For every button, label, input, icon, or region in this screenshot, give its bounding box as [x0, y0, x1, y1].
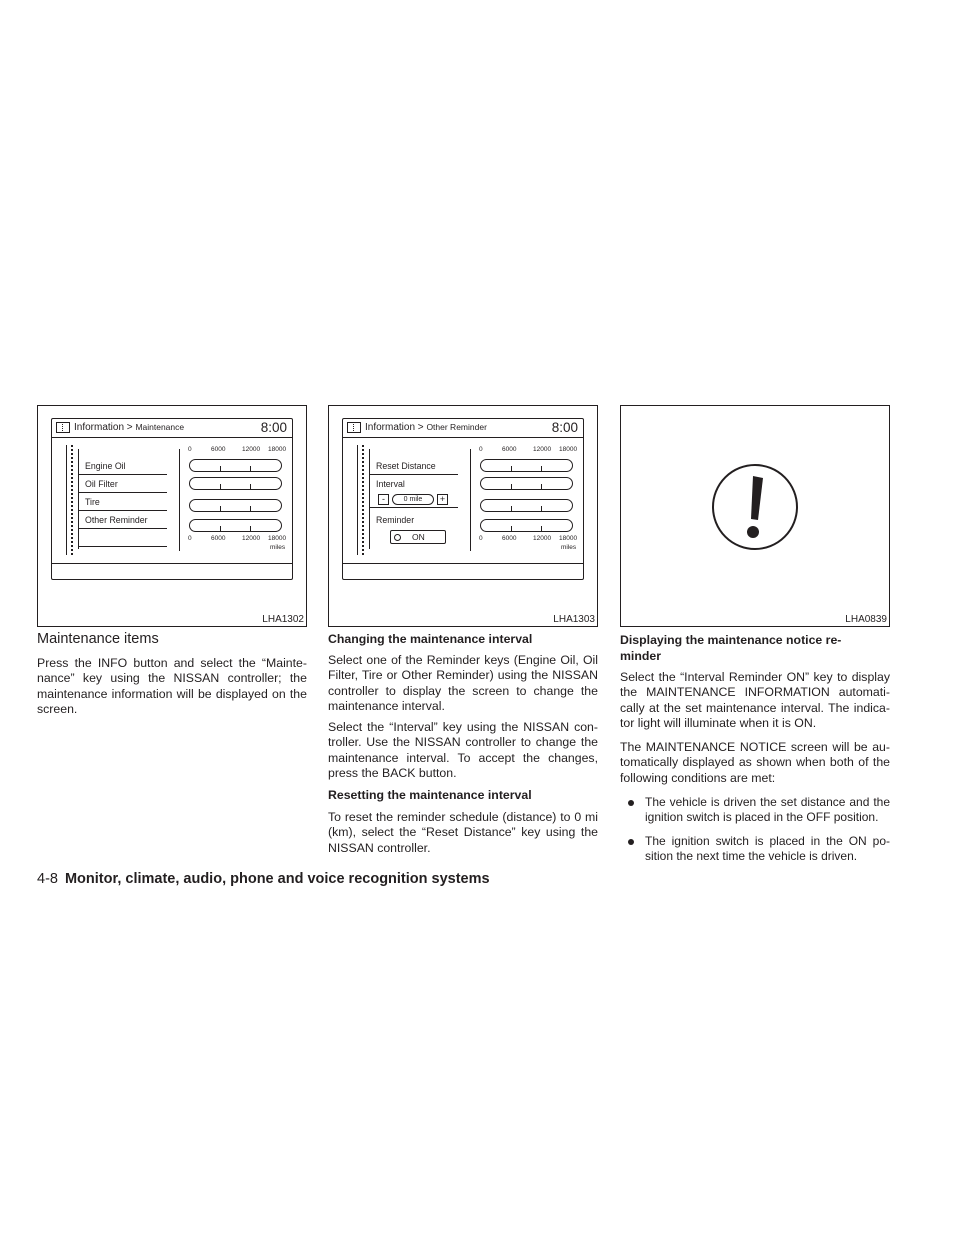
maintenance-items-paragraph: Press the INFO button and select the “Mainte-nance” key using the NISSAN controller; the maintenance information will be displayed on the screen. [37, 656, 307, 716]
scale-top-18000: 18000 [268, 446, 287, 453]
scale-top-18000: 18000 [559, 446, 578, 453]
scale-bottom-18000: 18000 [268, 535, 287, 542]
menu-item-empty [79, 530, 167, 547]
changing-interval-paragraph-1: Select one of the Reminder keys (Engine Oil, Oil Filter, Tire or Other Reminder) using the NISSAN controller to display the screen to change the maintenance interval. [328, 653, 598, 713]
reminder-menu [369, 449, 458, 549]
screen-header [52, 419, 292, 438]
condition-bullet-1 [620, 795, 890, 826]
menu-item-reminder[interactable]: Reminder [376, 515, 415, 525]
menu-divider [470, 449, 472, 551]
bullet-icon [628, 839, 634, 845]
figure-code: LHA1302 [262, 614, 304, 625]
increase-button[interactable]: + [437, 494, 448, 505]
figure-code: LHA0839 [845, 614, 887, 625]
progress-bar-engine-oil [189, 459, 282, 472]
page-number: 4-8 [37, 871, 58, 887]
changing-interval-heading: Changing the maintenance interval [328, 632, 533, 646]
exclamation-icon [711, 463, 799, 551]
scale-top-6000: 6000 [211, 446, 226, 453]
scale-top-0: 0 [188, 446, 192, 453]
clock: 8:00 [551, 420, 578, 435]
scroll-dots [71, 445, 74, 555]
menu-item-engine-oil[interactable]: Engine Oil [79, 458, 167, 475]
scroll-track [357, 445, 359, 555]
bullet-text: The ignition switch is placed in the ON po-sition the next time the vehicle is driven. [645, 834, 890, 864]
screen-footer [52, 563, 292, 579]
bullet-icon [628, 800, 634, 806]
progress-bar-other [189, 519, 282, 532]
menu-item-interval[interactable]: Interval [376, 479, 405, 489]
menu-divider [179, 449, 181, 551]
reminder-value: ON [412, 532, 425, 542]
screen-footer [343, 563, 583, 579]
scale-bottom-12000: 12000 [533, 535, 552, 542]
scroll-dots [362, 445, 365, 555]
resetting-interval-paragraph: To reset the reminder schedule (distance) to 0 mi (km), select the “Reset Distance” key using the NISSAN controller. [328, 810, 598, 855]
decrease-button[interactable]: - [378, 494, 389, 505]
screen-header [343, 419, 583, 438]
notice-reminder-paragraph-2: The MAINTENANCE NOTICE screen will be au-tomatically displayed as shown when both of the following conditions are met: [620, 740, 890, 785]
reminder-toggle[interactable] [390, 530, 446, 544]
progress-bar-oil-filter [189, 477, 282, 490]
figure-maintenance-screen [37, 405, 307, 627]
scale-top-12000: 12000 [533, 446, 552, 453]
page-footer [37, 871, 490, 887]
progress-bar-tire [189, 499, 282, 512]
reminder-menu [78, 449, 167, 549]
scale-bottom-6000: 6000 [502, 535, 517, 542]
header-title: Information > Other Reminder [365, 422, 487, 433]
scale-bottom-18000: 18000 [559, 535, 578, 542]
notice-reminder-paragraph-1: Select the “Interval Reminder ON” key to display the MAINTENANCE INFORMATION automati-cally at the set maintenance interval. The indica-tor light will illuminate when it is ON. [620, 670, 890, 730]
toggle-indicator-icon [394, 534, 401, 541]
resetting-interval-heading: Resetting the maintenance interval [328, 788, 532, 802]
scale-bottom-0: 0 [188, 535, 192, 542]
scale-top-0: 0 [479, 446, 483, 453]
scroll-track [66, 445, 68, 555]
changing-interval-paragraph-2: Select the “Interval” key using the NISSAN con-troller. Use the NISSAN controller to change the maintenance interval. To accept the changes, press the BACK button. [328, 720, 598, 780]
menu-item-tire[interactable]: Tire [79, 494, 167, 511]
progress-bar-1 [480, 459, 573, 472]
clock: 8:00 [260, 420, 287, 435]
interval-value: 0 mile [392, 494, 434, 505]
unit-label: miles [270, 544, 286, 551]
menu-item-reset-distance[interactable]: Reset Distance [370, 458, 458, 475]
progress-bar-2 [480, 477, 573, 490]
scale-top-6000: 6000 [502, 446, 517, 453]
display-screen [342, 418, 584, 580]
scale-top-12000: 12000 [242, 446, 261, 453]
section-title: Monitor, climate, audio, phone and voice recognition systems [64, 871, 490, 887]
scale-bottom-0: 0 [479, 535, 483, 542]
menu-divider-line [370, 490, 458, 508]
display-screen [51, 418, 293, 580]
menu-item-oil-filter[interactable]: Oil Filter [79, 476, 167, 493]
bullet-text: The vehicle is driven the set distance and the ignition switch is placed in the OFF position. [645, 795, 890, 825]
menu-item-other-reminder[interactable]: Other Reminder [79, 512, 167, 529]
condition-bullet-2 [620, 834, 890, 865]
scale-bottom-6000: 6000 [211, 535, 226, 542]
info-icon [347, 422, 361, 433]
figure-warning-symbol [620, 405, 890, 627]
progress-bar-3 [480, 499, 573, 512]
unit-label: miles [561, 544, 577, 551]
figure-code: LHA1303 [553, 614, 595, 625]
maintenance-items-heading: Maintenance items [37, 631, 159, 647]
info-icon [56, 422, 70, 433]
figure-other-reminder-screen [328, 405, 598, 627]
header-title: Information > Maintenance [74, 422, 185, 433]
notice-reminder-heading: Displaying the maintenance notice re-minder [620, 633, 842, 663]
scale-bottom-12000: 12000 [242, 535, 261, 542]
progress-bar-4 [480, 519, 573, 532]
